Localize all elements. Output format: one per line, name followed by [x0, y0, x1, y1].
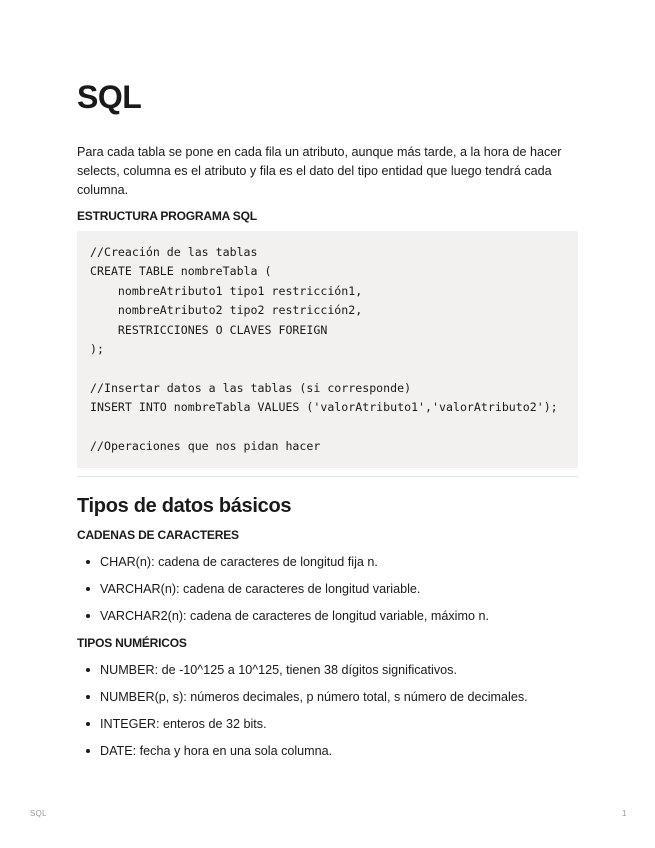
strings-label: CADENAS DE CARACTERES: [77, 528, 239, 542]
list-item-text: CHAR(n): cadena de caracteres de longitud fija n.: [100, 555, 378, 569]
list-item-text: INTEGER: enteros de 32 bits.: [100, 717, 267, 731]
section-title-data-types: Tipos de datos básicos: [77, 495, 292, 517]
list-item: [77, 580, 578, 607]
list-item: [77, 607, 578, 634]
footer-page-number: 1: [622, 809, 627, 818]
footer-doc-name: SQL: [30, 809, 47, 818]
strings-list: [77, 553, 578, 634]
list-item-text: DATE: fecha y hora en una sola columna.: [100, 744, 333, 758]
list-item: [77, 553, 578, 580]
code-line: [90, 359, 578, 378]
bullet-icon: [86, 614, 90, 618]
code-line: //Creación de las tablas: [90, 245, 258, 259]
list-item: [77, 661, 578, 688]
section-divider: [77, 476, 578, 477]
list-item-text: VARCHAR(n): cadena de caracteres de longitud variable.: [100, 582, 421, 596]
code-line: RESTRICCIONES O CLAVES FOREIGN: [90, 322, 328, 337]
bullet-icon: [86, 560, 90, 564]
numeric-list: [77, 661, 578, 769]
bullet-icon: [86, 749, 90, 753]
code-block: [77, 231, 578, 468]
bullet-icon: [86, 668, 90, 672]
list-item-text: NUMBER: de -10^125 a 10^125, tienen 38 dígitos significativos.: [100, 663, 457, 677]
code-line: nombreAtributo2 tipo2 restricción2,: [90, 303, 363, 318]
list-item-text: NUMBER(p, s): números decimales, p número total, s número de decimales.: [100, 690, 528, 704]
list-item: [77, 688, 578, 715]
list-item: [77, 742, 578, 769]
code-line: CREATE TABLE nombreTabla (: [90, 264, 272, 279]
code-line: INSERT INTO nombreTabla VALUES ('valorAtributo1','valorAtributo2');: [90, 400, 558, 415]
intro-paragraph: Para cada tabla se pone en cada fila un atributo, aunque más tarde, a la hora de hacer selects, columna es el atributo y fila es el dato del tipo entidad que luego tendrá cada columna.: [77, 145, 562, 197]
bullet-icon: [86, 587, 90, 591]
structure-label: ESTRUCTURA PROGRAMA SQL: [77, 209, 257, 223]
list-item-text: VARCHAR2(n): cadena de caracteres de longitud variable, máximo n.: [100, 609, 489, 623]
numeric-label: TIPOS NUMÉRICOS: [77, 636, 187, 650]
code-line: );: [90, 341, 104, 356]
page-title: SQL: [77, 79, 142, 115]
code-line: [90, 418, 578, 437]
code-line: nombreAtributo1 tipo1 restricción1,: [90, 283, 363, 298]
bullet-icon: [86, 695, 90, 699]
list-item: [77, 715, 578, 742]
bullet-icon: [86, 722, 90, 726]
code-line: //Insertar datos a las tablas (si corresponde): [90, 380, 412, 395]
code-line: //Operaciones que nos pidan hacer: [90, 438, 321, 453]
